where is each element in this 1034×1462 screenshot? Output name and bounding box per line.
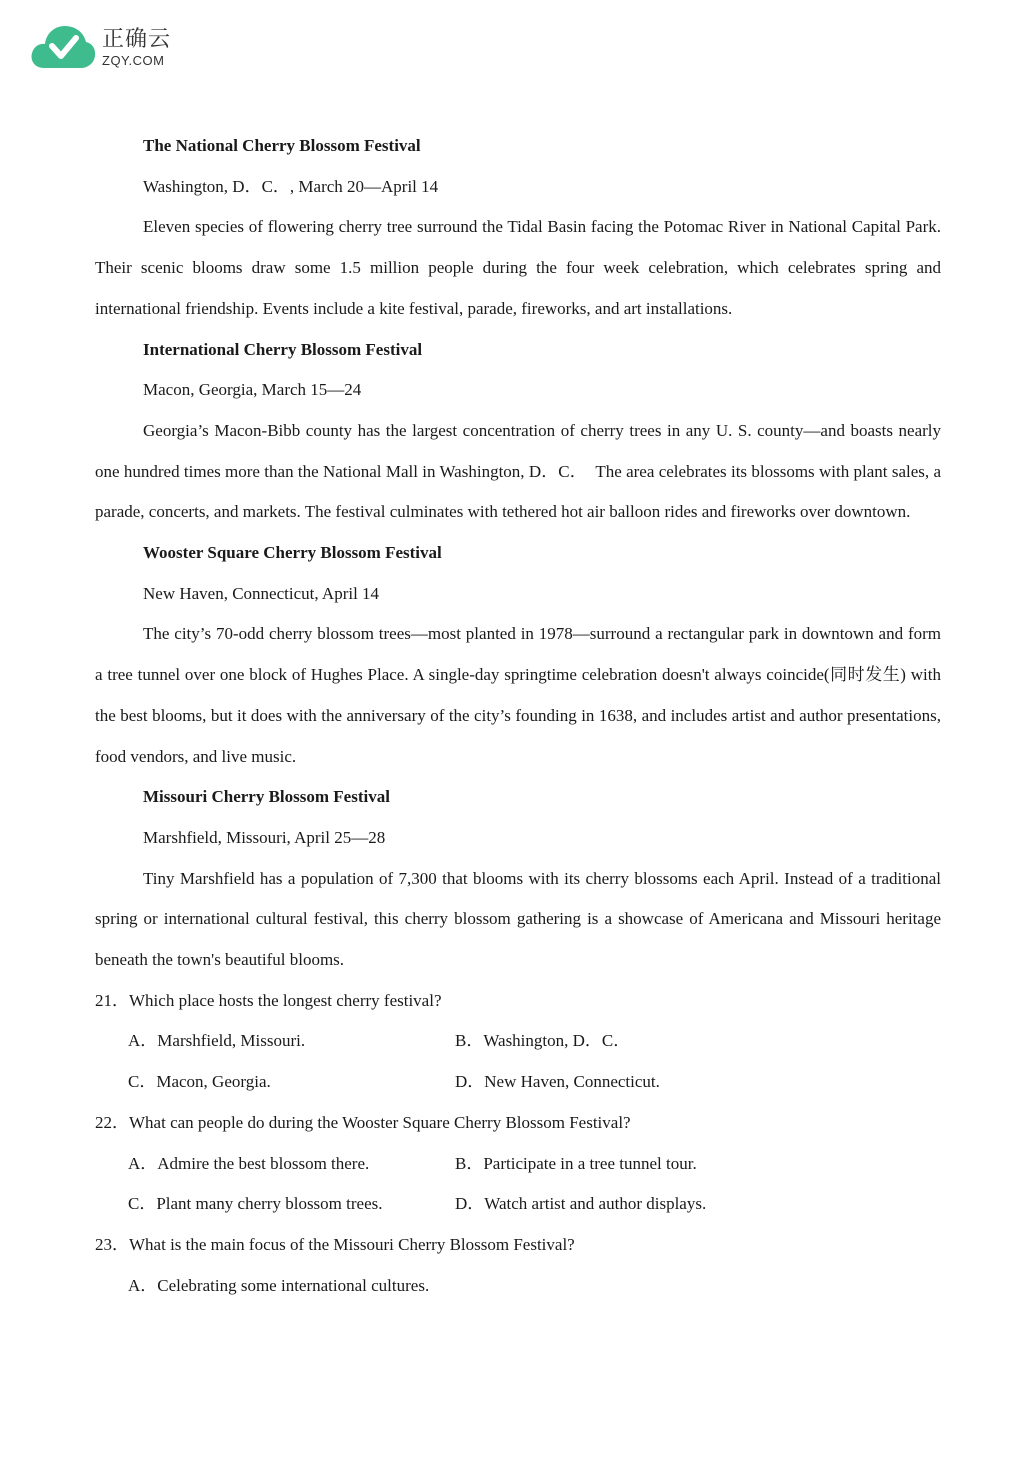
- section-body: Tiny Marshfield has a population of 7,300 that blooms with its cherry blossoms each April. Instead of a traditional spring or international cultural festival, this cherry blossom gathering is a showcase of Americana and Missouri heritage beneath the town's beautiful blooms.: [95, 868, 941, 970]
- section-body: Georgia’s Macon-Bibb county has the largest concentration of cherry trees in any U. S. county—and boasts nearly one hundred times more than the National Mall in Washington, D．C． The area celebrates its blossoms with plant sales, a parade, concerts, and markets. The festival culminates with tethered hot air balloon rides and fireworks over downtown.: [95, 420, 941, 522]
- section-title: The National Cherry Blossom Festival: [143, 136, 421, 155]
- option-d: D．New Haven, Connecticut.: [455, 1072, 660, 1092]
- question-stem: 22．What can people do during the Wooster Square Cherry Blossom Festival?: [95, 1112, 631, 1132]
- brand-name-en: ZQY.COM: [102, 53, 165, 68]
- section-title: Wooster Square Cherry Blossom Festival: [143, 543, 442, 563]
- option-c: C．Macon, Georgia.: [128, 1072, 271, 1092]
- section-location: New Haven, Connecticut, April 14: [143, 583, 380, 603]
- option-a: A．Celebrating some international cultures.: [128, 1275, 430, 1295]
- question-stem: 21．Which place hosts the longest cherry festival?: [95, 990, 442, 1010]
- question-stem: 23．What is the main focus of the Missouri Cherry Blossom Festival?: [95, 1234, 575, 1254]
- option-b: B．Participate in a tree tunnel tour.: [455, 1153, 697, 1173]
- section-title: International Cherry Blossom Festival: [143, 339, 423, 359]
- section-body: The city’s 70-odd cherry blossom trees—most planted in 1978—surround a rectangular park in downtown and form a tree tunnel over one block of Hughes Place. A single-day springtime celebration doesn't always coincide(同时发生) with the best blooms, but it does with the anniversary of the city’s founding in 1638, and includes artist and author presentations, food vendors, and live music.: [95, 624, 941, 766]
- document-body: [95, 126, 941, 1306]
- option-a: A．Marshfield, Missouri.: [128, 1031, 306, 1051]
- section-title: Missouri Cherry Blossom Festival: [143, 787, 390, 807]
- option-row: [95, 1184, 941, 1225]
- option-row: [95, 1266, 941, 1307]
- option-c: C．Plant many cherry blossom trees.: [128, 1194, 383, 1214]
- brand-name-cn: 正确云: [102, 27, 172, 52]
- option-d: D．Watch artist and author displays.: [455, 1194, 707, 1214]
- section-location: Macon, Georgia, March 15—24: [143, 380, 362, 400]
- section-location: Washington, D．C．, March 20—April 14: [143, 176, 439, 196]
- option-row: [95, 1062, 941, 1103]
- cloud-check-icon: [30, 22, 96, 72]
- option-row: [95, 1144, 941, 1185]
- site-logo: [30, 22, 180, 74]
- option-a: A．Admire the best blossom there.: [128, 1153, 370, 1173]
- option-row: [95, 1021, 941, 1062]
- section-body: Eleven species of flowering cherry tree surround the Tidal Basin facing the Potomac River in National Capital Park. Their scenic blooms draw some 1.5 million people during the four week celebration, which celebrates spring and international friendship. Events include a kite festival, parade, fireworks, and art installations.: [95, 217, 941, 318]
- section-location: Marshfield, Missouri, April 25—28: [143, 827, 386, 847]
- option-b: B．Washington, D．C．: [455, 1031, 631, 1051]
